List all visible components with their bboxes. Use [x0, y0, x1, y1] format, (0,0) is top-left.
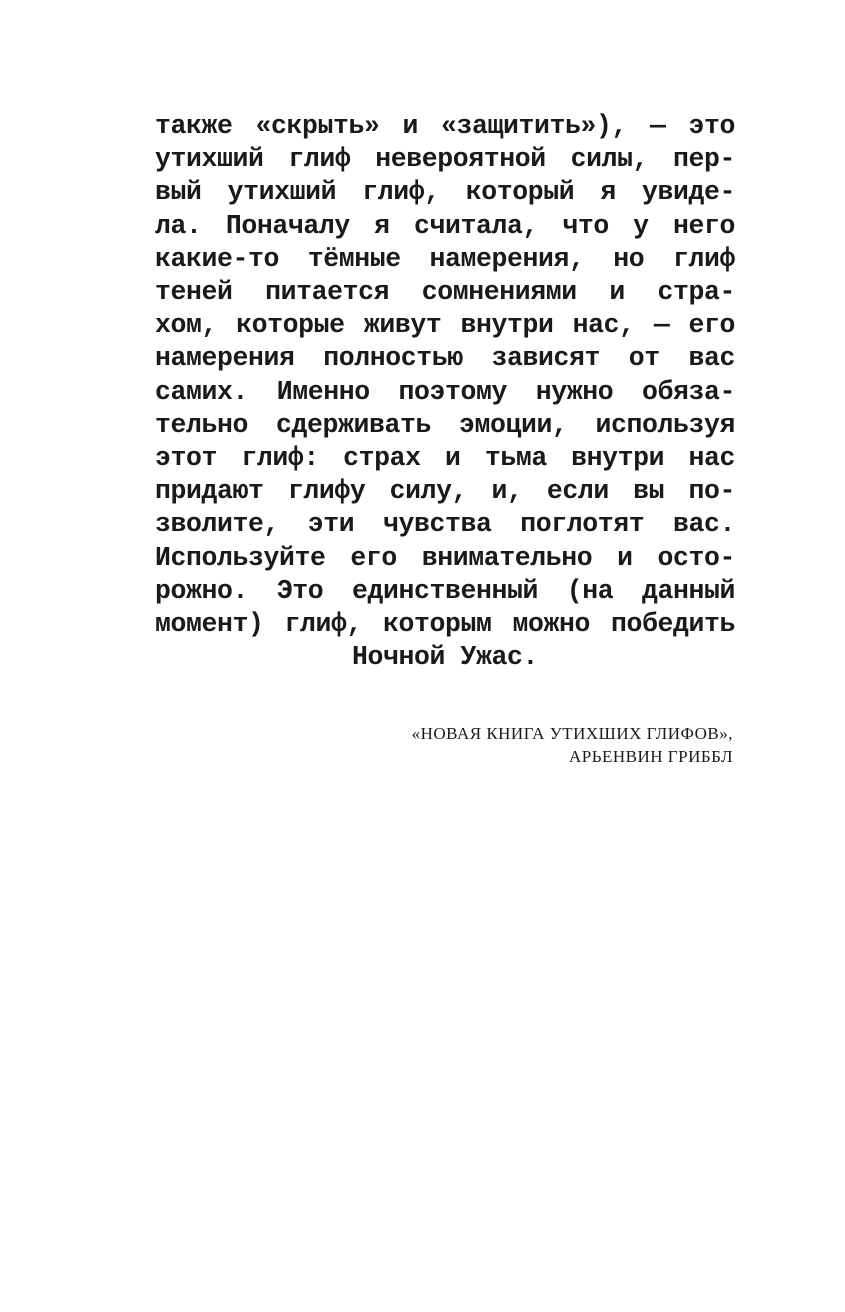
text-line-final: Ночной Ужас. [351, 642, 539, 673]
text-line: тельно сдерживать эмоции, используя [155, 409, 735, 440]
text-line: вый утихший глиф, который я увиде- [155, 177, 735, 208]
text-line: ла. Поначалу я считала, что у него [155, 210, 735, 241]
text-line: зволите, эти чувства поглотят вас. [155, 509, 735, 540]
text-line: хом, которые живут внутри нас, — его [155, 310, 735, 341]
text-line: также «скрыть» и «защитить»), — это [155, 111, 735, 141]
attribution [412, 722, 733, 768]
text-line: рожно. Это единственный (на данный [155, 575, 735, 606]
text-line: самих. Именно поэтому нужно обяза- [155, 376, 735, 407]
text-line: теней питается сомнениями и стра- [155, 277, 735, 308]
attribution-book-title: «НОВАЯ КНИГА УТИХШИХ ГЛИФОВ», [411, 724, 733, 743]
attribution-author: АРЬЕНВИН ГРИББЛ [569, 747, 733, 766]
text-line: Используйте его внимательно и осто- [155, 542, 735, 573]
text-line: какие-то тёмные намерения, но глиф [155, 243, 735, 274]
body-text [155, 110, 735, 674]
text-line: этот глиф: страх и тьма внутри нас [155, 443, 735, 474]
text-line: придают глифу силу, и, если вы по- [155, 476, 735, 507]
text-line: утихший глиф невероятной силы, пер- [155, 144, 735, 175]
text-line: момент) глиф, которым можно победить [155, 609, 735, 640]
text-line: намерения полностью зависят от вас [155, 343, 735, 374]
